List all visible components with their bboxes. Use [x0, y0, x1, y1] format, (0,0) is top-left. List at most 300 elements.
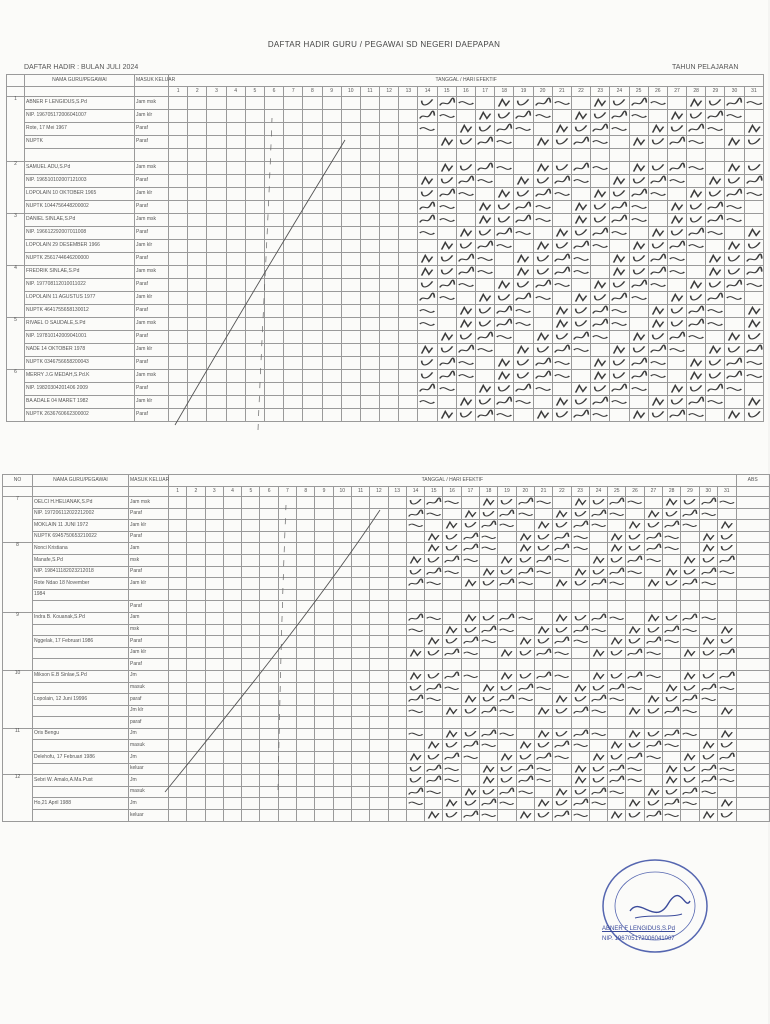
attendance-cell[interactable] [626, 740, 644, 752]
attendance-cell[interactable] [687, 253, 706, 266]
attendance-cell[interactable] [242, 694, 260, 706]
attendance-cell[interactable] [461, 752, 479, 764]
attendance-cell[interactable] [717, 786, 736, 798]
attendance-cell[interactable] [516, 810, 534, 822]
attendance-cell[interactable] [284, 357, 303, 370]
attendance-cell[interactable] [207, 383, 226, 396]
attendance-cell[interactable] [205, 601, 223, 613]
attendance-cell[interactable] [388, 589, 406, 601]
attendance-cell[interactable] [187, 578, 205, 590]
attendance-cell[interactable] [553, 566, 571, 578]
attendance-cell[interactable] [245, 370, 264, 383]
attendance-cell[interactable] [370, 728, 388, 740]
attendance-cell[interactable] [278, 636, 296, 648]
attendance-cell[interactable] [533, 97, 552, 110]
attendance-cell[interactable] [534, 636, 552, 648]
attendance-cell[interactable] [303, 396, 322, 409]
attendance-cell[interactable] [667, 357, 686, 370]
attendance-cell[interactable] [552, 240, 571, 253]
attendance-cell[interactable] [245, 201, 264, 214]
attendance-cell[interactable] [245, 214, 264, 227]
attendance-cell[interactable] [297, 589, 315, 601]
attendance-cell[interactable] [610, 227, 629, 240]
attendance-cell[interactable] [589, 601, 607, 613]
attendance-cell[interactable] [370, 752, 388, 764]
attendance-cell[interactable] [187, 520, 205, 532]
attendance-cell[interactable] [667, 279, 686, 292]
attendance-cell[interactable] [443, 717, 461, 729]
attendance-cell[interactable] [687, 409, 706, 422]
attendance-cell[interactable] [333, 497, 351, 509]
attendance-cell[interactable] [169, 566, 187, 578]
attendance-cell[interactable] [629, 344, 648, 357]
attendance-cell[interactable] [341, 136, 360, 149]
attendance-cell[interactable] [687, 110, 706, 123]
attendance-cell[interactable] [552, 266, 571, 279]
attendance-cell[interactable] [333, 531, 351, 543]
attendance-cell[interactable] [699, 659, 717, 671]
attendance-cell[interactable] [226, 318, 245, 331]
attendance-cell[interactable] [610, 383, 629, 396]
attendance-cell[interactable] [744, 409, 764, 422]
attendance-cell[interactable] [437, 292, 456, 305]
attendance-cell[interactable] [360, 227, 379, 240]
attendance-cell[interactable] [461, 508, 479, 520]
attendance-cell[interactable] [260, 566, 278, 578]
attendance-cell[interactable] [226, 344, 245, 357]
attendance-cell[interactable] [571, 136, 590, 149]
attendance-cell[interactable] [699, 786, 717, 798]
attendance-cell[interactable] [725, 149, 744, 162]
attendance-cell[interactable] [226, 331, 245, 344]
attendance-cell[interactable] [498, 798, 516, 810]
attendance-cell[interactable] [187, 531, 205, 543]
attendance-cell[interactable] [264, 97, 283, 110]
attendance-cell[interactable] [297, 798, 315, 810]
attendance-cell[interactable] [644, 694, 662, 706]
attendance-cell[interactable] [533, 318, 552, 331]
attendance-cell[interactable] [278, 497, 296, 509]
attendance-cell[interactable] [533, 396, 552, 409]
attendance-cell[interactable] [351, 740, 369, 752]
attendance-cell[interactable] [552, 292, 571, 305]
attendance-cell[interactable] [303, 110, 322, 123]
attendance-cell[interactable] [461, 682, 479, 694]
attendance-cell[interactable] [188, 318, 207, 331]
attendance-cell[interactable] [591, 344, 610, 357]
attendance-cell[interactable] [699, 624, 717, 636]
attendance-cell[interactable] [667, 162, 686, 175]
attendance-cell[interactable] [744, 305, 764, 318]
attendance-cell[interactable] [699, 520, 717, 532]
attendance-cell[interactable] [205, 740, 223, 752]
attendance-cell[interactable] [516, 786, 534, 798]
attendance-cell[interactable] [681, 798, 699, 810]
attendance-cell[interactable] [626, 775, 644, 787]
attendance-cell[interactable] [706, 318, 725, 331]
attendance-cell[interactable] [498, 694, 516, 706]
attendance-cell[interactable] [370, 705, 388, 717]
attendance-cell[interactable] [687, 136, 706, 149]
attendance-cell[interactable] [476, 214, 495, 227]
attendance-cell[interactable] [744, 175, 764, 188]
attendance-cell[interactable] [589, 647, 607, 659]
attendance-cell[interactable] [589, 775, 607, 787]
attendance-cell[interactable] [418, 240, 437, 253]
attendance-cell[interactable] [667, 136, 686, 149]
attendance-cell[interactable] [284, 305, 303, 318]
attendance-cell[interactable] [351, 531, 369, 543]
attendance-cell[interactable] [418, 136, 437, 149]
attendance-cell[interactable] [663, 566, 681, 578]
attendance-cell[interactable] [476, 110, 495, 123]
attendance-cell[interactable] [226, 292, 245, 305]
attendance-cell[interactable] [284, 266, 303, 279]
attendance-cell[interactable] [333, 798, 351, 810]
attendance-cell[interactable] [169, 175, 188, 188]
attendance-cell[interactable] [571, 318, 590, 331]
attendance-cell[interactable] [717, 543, 736, 555]
attendance-cell[interactable] [699, 798, 717, 810]
attendance-cell[interactable] [425, 775, 443, 787]
attendance-cell[interactable] [322, 110, 341, 123]
attendance-cell[interactable] [341, 97, 360, 110]
attendance-cell[interactable] [648, 253, 667, 266]
attendance-cell[interactable] [399, 201, 418, 214]
attendance-cell[interactable] [297, 659, 315, 671]
attendance-cell[interactable] [571, 543, 589, 555]
attendance-cell[interactable] [461, 705, 479, 717]
attendance-cell[interactable] [608, 508, 626, 520]
attendance-cell[interactable] [187, 705, 205, 717]
attendance-cell[interactable] [315, 810, 333, 822]
attendance-cell[interactable] [437, 305, 456, 318]
attendance-cell[interactable] [681, 531, 699, 543]
attendance-cell[interactable] [533, 383, 552, 396]
attendance-cell[interactable] [315, 775, 333, 787]
attendance-cell[interactable] [333, 543, 351, 555]
attendance-cell[interactable] [425, 578, 443, 590]
attendance-cell[interactable] [169, 497, 187, 509]
attendance-cell[interactable] [437, 188, 456, 201]
attendance-cell[interactable] [699, 752, 717, 764]
attendance-cell[interactable] [284, 123, 303, 136]
attendance-cell[interactable] [297, 682, 315, 694]
attendance-cell[interactable] [188, 123, 207, 136]
attendance-cell[interactable] [663, 705, 681, 717]
attendance-cell[interactable] [663, 647, 681, 659]
attendance-cell[interactable] [648, 370, 667, 383]
attendance-cell[interactable] [552, 162, 571, 175]
attendance-cell[interactable] [380, 370, 399, 383]
attendance-cell[interactable] [744, 383, 764, 396]
attendance-cell[interactable] [245, 136, 264, 149]
attendance-cell[interactable] [571, 409, 590, 422]
attendance-cell[interactable] [480, 798, 498, 810]
attendance-cell[interactable] [399, 331, 418, 344]
attendance-cell[interactable] [406, 566, 424, 578]
attendance-cell[interactable] [608, 763, 626, 775]
attendance-cell[interactable] [264, 396, 283, 409]
attendance-cell[interactable] [303, 409, 322, 422]
attendance-cell[interactable] [495, 305, 514, 318]
attendance-cell[interactable] [341, 344, 360, 357]
attendance-cell[interactable] [648, 136, 667, 149]
attendance-cell[interactable] [388, 775, 406, 787]
attendance-cell[interactable] [264, 123, 283, 136]
attendance-cell[interactable] [516, 647, 534, 659]
attendance-cell[interactable] [380, 266, 399, 279]
attendance-cell[interactable] [480, 520, 498, 532]
attendance-cell[interactable] [571, 798, 589, 810]
attendance-cell[interactable] [681, 775, 699, 787]
attendance-cell[interactable] [498, 728, 516, 740]
attendance-cell[interactable] [608, 497, 626, 509]
attendance-cell[interactable] [284, 396, 303, 409]
attendance-cell[interactable] [495, 149, 514, 162]
attendance-cell[interactable] [351, 554, 369, 566]
attendance-cell[interactable] [437, 201, 456, 214]
attendance-cell[interactable] [322, 266, 341, 279]
attendance-cell[interactable] [681, 682, 699, 694]
attendance-cell[interactable] [495, 97, 514, 110]
attendance-cell[interactable] [303, 344, 322, 357]
attendance-cell[interactable] [480, 810, 498, 822]
attendance-cell[interactable] [284, 175, 303, 188]
attendance-cell[interactable] [717, 798, 736, 810]
attendance-cell[interactable] [388, 682, 406, 694]
attendance-cell[interactable] [297, 752, 315, 764]
attendance-cell[interactable] [495, 383, 514, 396]
attendance-cell[interactable] [169, 728, 187, 740]
attendance-cell[interactable] [169, 253, 188, 266]
attendance-cell[interactable] [681, 647, 699, 659]
attendance-cell[interactable] [242, 798, 260, 810]
attendance-cell[interactable] [534, 497, 552, 509]
attendance-cell[interactable] [516, 601, 534, 613]
attendance-cell[interactable] [644, 798, 662, 810]
attendance-cell[interactable] [516, 554, 534, 566]
attendance-cell[interactable] [553, 717, 571, 729]
attendance-cell[interactable] [626, 624, 644, 636]
attendance-cell[interactable] [629, 97, 648, 110]
attendance-cell[interactable] [406, 624, 424, 636]
attendance-cell[interactable] [706, 253, 725, 266]
attendance-cell[interactable] [242, 589, 260, 601]
attendance-cell[interactable] [278, 670, 296, 682]
attendance-cell[interactable] [717, 705, 736, 717]
attendance-cell[interactable] [169, 798, 187, 810]
attendance-cell[interactable] [351, 520, 369, 532]
attendance-cell[interactable] [608, 647, 626, 659]
attendance-cell[interactable] [443, 682, 461, 694]
attendance-cell[interactable] [480, 497, 498, 509]
attendance-cell[interactable] [278, 694, 296, 706]
attendance-cell[interactable] [360, 409, 379, 422]
attendance-cell[interactable] [498, 717, 516, 729]
attendance-cell[interactable] [495, 357, 514, 370]
attendance-cell[interactable] [699, 531, 717, 543]
attendance-cell[interactable] [242, 497, 260, 509]
attendance-cell[interactable] [534, 659, 552, 671]
attendance-cell[interactable] [260, 810, 278, 822]
attendance-cell[interactable] [315, 717, 333, 729]
attendance-cell[interactable] [205, 566, 223, 578]
attendance-cell[interactable] [278, 601, 296, 613]
attendance-cell[interactable] [351, 705, 369, 717]
attendance-cell[interactable] [351, 728, 369, 740]
attendance-cell[interactable] [629, 331, 648, 344]
attendance-cell[interactable] [380, 175, 399, 188]
attendance-cell[interactable] [591, 240, 610, 253]
attendance-cell[interactable] [706, 136, 725, 149]
attendance-cell[interactable] [418, 266, 437, 279]
attendance-cell[interactable] [315, 636, 333, 648]
attendance-cell[interactable] [744, 240, 764, 253]
attendance-cell[interactable] [498, 763, 516, 775]
attendance-cell[interactable] [223, 775, 241, 787]
attendance-cell[interactable] [315, 554, 333, 566]
attendance-cell[interactable] [187, 717, 205, 729]
attendance-cell[interactable] [629, 396, 648, 409]
attendance-cell[interactable] [315, 728, 333, 740]
attendance-cell[interactable] [553, 554, 571, 566]
attendance-cell[interactable] [418, 409, 437, 422]
attendance-cell[interactable] [169, 123, 188, 136]
attendance-cell[interactable] [380, 331, 399, 344]
attendance-cell[interactable] [480, 786, 498, 798]
attendance-cell[interactable] [188, 279, 207, 292]
attendance-cell[interactable] [571, 624, 589, 636]
attendance-cell[interactable] [480, 740, 498, 752]
attendance-cell[interactable] [553, 601, 571, 613]
attendance-cell[interactable] [591, 188, 610, 201]
attendance-cell[interactable] [278, 786, 296, 798]
attendance-cell[interactable] [495, 188, 514, 201]
attendance-cell[interactable] [699, 775, 717, 787]
attendance-cell[interactable] [226, 279, 245, 292]
attendance-cell[interactable] [626, 705, 644, 717]
attendance-cell[interactable] [399, 188, 418, 201]
attendance-cell[interactable] [534, 752, 552, 764]
attendance-cell[interactable] [699, 717, 717, 729]
attendance-cell[interactable] [681, 717, 699, 729]
attendance-cell[interactable] [553, 520, 571, 532]
attendance-cell[interactable] [278, 763, 296, 775]
attendance-cell[interactable] [418, 279, 437, 292]
attendance-cell[interactable] [260, 705, 278, 717]
attendance-cell[interactable] [207, 175, 226, 188]
attendance-cell[interactable] [717, 810, 736, 822]
attendance-cell[interactable] [315, 659, 333, 671]
attendance-cell[interactable] [461, 670, 479, 682]
attendance-cell[interactable] [333, 508, 351, 520]
attendance-cell[interactable] [406, 554, 424, 566]
attendance-cell[interactable] [516, 740, 534, 752]
attendance-cell[interactable] [380, 227, 399, 240]
attendance-cell[interactable] [476, 201, 495, 214]
attendance-cell[interactable] [681, 728, 699, 740]
attendance-cell[interactable] [476, 123, 495, 136]
attendance-cell[interactable] [663, 670, 681, 682]
attendance-cell[interactable] [516, 659, 534, 671]
attendance-cell[interactable] [205, 659, 223, 671]
attendance-cell[interactable] [667, 227, 686, 240]
attendance-cell[interactable] [456, 188, 475, 201]
attendance-cell[interactable] [169, 214, 188, 227]
attendance-cell[interactable] [169, 601, 187, 613]
attendance-cell[interactable] [699, 497, 717, 509]
attendance-cell[interactable] [571, 357, 590, 370]
attendance-cell[interactable] [351, 670, 369, 682]
attendance-cell[interactable] [552, 97, 571, 110]
attendance-cell[interactable] [425, 659, 443, 671]
attendance-cell[interactable] [370, 589, 388, 601]
attendance-cell[interactable] [322, 253, 341, 266]
attendance-cell[interactable] [514, 344, 533, 357]
attendance-cell[interactable] [644, 717, 662, 729]
attendance-cell[interactable] [516, 520, 534, 532]
attendance-cell[interactable] [571, 331, 590, 344]
attendance-cell[interactable] [297, 694, 315, 706]
attendance-cell[interactable] [322, 149, 341, 162]
attendance-cell[interactable] [425, 798, 443, 810]
attendance-cell[interactable] [687, 344, 706, 357]
attendance-cell[interactable] [226, 357, 245, 370]
attendance-cell[interactable] [223, 497, 241, 509]
attendance-cell[interactable] [370, 612, 388, 624]
attendance-cell[interactable] [610, 175, 629, 188]
attendance-cell[interactable] [608, 717, 626, 729]
attendance-cell[interactable] [242, 775, 260, 787]
attendance-cell[interactable] [663, 612, 681, 624]
attendance-cell[interactable] [476, 97, 495, 110]
attendance-cell[interactable] [380, 279, 399, 292]
attendance-cell[interactable] [380, 357, 399, 370]
attendance-cell[interactable] [315, 589, 333, 601]
attendance-cell[interactable] [169, 188, 188, 201]
attendance-cell[interactable] [610, 97, 629, 110]
attendance-cell[interactable] [223, 636, 241, 648]
attendance-cell[interactable] [322, 162, 341, 175]
attendance-cell[interactable] [223, 705, 241, 717]
attendance-cell[interactable] [260, 543, 278, 555]
attendance-cell[interactable] [437, 149, 456, 162]
attendance-cell[interactable] [533, 266, 552, 279]
attendance-cell[interactable] [169, 636, 187, 648]
attendance-cell[interactable] [341, 370, 360, 383]
attendance-cell[interactable] [663, 740, 681, 752]
attendance-cell[interactable] [207, 136, 226, 149]
attendance-cell[interactable] [717, 636, 736, 648]
attendance-cell[interactable] [514, 240, 533, 253]
attendance-cell[interactable] [242, 601, 260, 613]
attendance-cell[interactable] [388, 659, 406, 671]
attendance-cell[interactable] [187, 763, 205, 775]
attendance-cell[interactable] [516, 670, 534, 682]
attendance-cell[interactable] [399, 136, 418, 149]
attendance-cell[interactable] [245, 383, 264, 396]
attendance-cell[interactable] [629, 409, 648, 422]
attendance-cell[interactable] [589, 786, 607, 798]
attendance-cell[interactable] [498, 810, 516, 822]
attendance-cell[interactable] [169, 531, 187, 543]
attendance-cell[interactable] [322, 383, 341, 396]
attendance-cell[interactable] [303, 123, 322, 136]
attendance-cell[interactable] [514, 201, 533, 214]
attendance-cell[interactable] [667, 331, 686, 344]
attendance-cell[interactable] [610, 201, 629, 214]
